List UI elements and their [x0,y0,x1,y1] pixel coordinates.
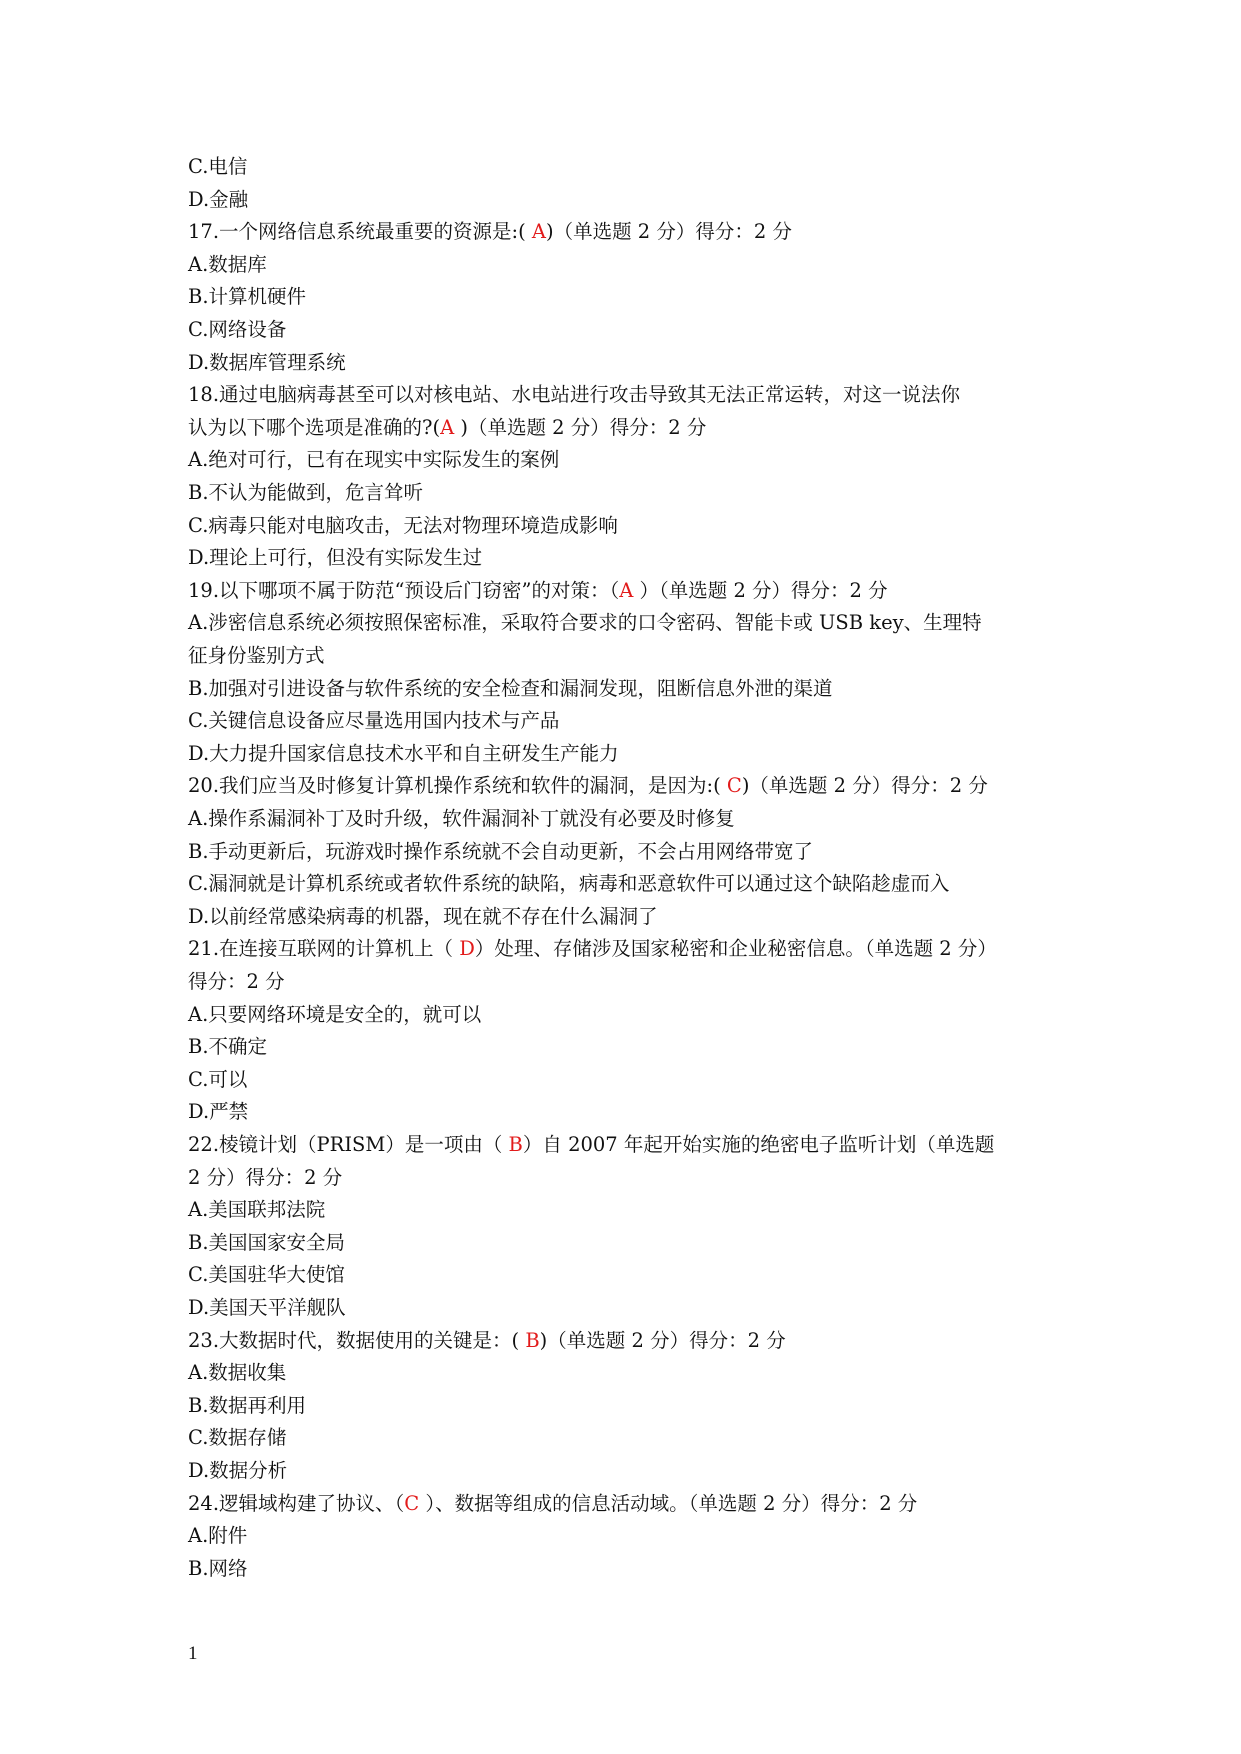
line-text: C.网络设备 [188,318,287,341]
line-text: )（单选题 2 分）得分：2 分 [545,220,793,244]
line-text: B.不确定 [188,1035,268,1059]
line-text: B.美国国家安全局 [188,1230,346,1254]
line-text: 24.逻辑域构建了协议、（ [188,1491,405,1515]
answer-letter: D [459,937,475,961]
text-line [188,1128,994,1161]
text-line [188,1095,248,1128]
text-line [188,313,286,346]
text-line [188,541,482,574]
line-text: C.关键信息设备应尽量选用国内技术与产品 [188,709,560,733]
text-line [188,1193,325,1226]
text-line [188,932,997,965]
line-text: D.大力提升国家信息技术水平和自主研发生产能力 [188,741,619,765]
line-text: B.加强对引进设备与软件系统的安全检查和漏洞发现，阻断信息外泄的渠道 [188,676,833,700]
text-line [188,1258,345,1291]
line-text: B.手动更新后，玩游戏时操作系统就不会自动更新，不会占用网络带宽了 [188,839,814,863]
line-text: 征身份鉴别方式 [188,644,325,667]
page-number: 1 [188,1643,198,1664]
text-line [188,1291,346,1324]
text-line [188,215,792,248]
text-line [188,1356,286,1389]
line-text: ）处理、存储涉及国家秘密和企业秘密信息。（单选题 2 分） [474,937,997,961]
line-text: B.数据再利用 [188,1393,307,1417]
text-line [188,280,306,313]
text-line [188,835,813,868]
line-text: 22.棱镜计划（PRISM）是一项由（ [188,1133,509,1156]
text-line [188,639,325,672]
text-line [188,443,559,476]
text-line [188,411,706,444]
line-text: A.只要网络环境是安全的，就可以 [188,1002,482,1026]
line-text: 18.通过电脑病毒甚至可以对核电站、水电站进行攻击导致其无法正常运转，对这一说法你 [188,383,961,407]
text-line [188,1454,287,1487]
line-text: D.数据库管理系统 [188,350,346,374]
line-text: D.理论上可行，但没有实际发生过 [188,546,483,570]
text-line [188,1389,306,1422]
line-text: D.严禁 [188,1100,249,1124]
text-line [188,1421,286,1454]
line-text: ）（单选题 2 分）得分：2 分 [633,578,888,602]
text-line [188,248,267,281]
line-text: 认为以下哪个选项是准确的?( [188,415,441,439]
line-text: B.计算机硬件 [188,285,307,309]
text-line [188,769,988,802]
text-line [188,378,960,411]
line-text: D.以前经常感染病毒的机器，现在就不存在什么漏洞了 [188,904,658,928]
line-text: A.数据收集 [188,1361,287,1385]
answer-letter: A [619,578,634,602]
text-line [188,150,247,183]
line-text: 20.我们应当及时修复计算机操作系统和软件的漏洞，是因为:( [188,774,727,798]
line-text: 19.以下哪项不属于防范“预设后门窃密”的对策：（ [188,578,620,602]
text-line [188,509,618,542]
line-text: D.金融 [188,187,249,211]
line-text: 17.一个网络信息系统最重要的资源是:( [188,220,532,244]
line-text: C.美国驻华大使馆 [188,1263,345,1287]
text-line [188,737,619,770]
line-text: A.数据库 [188,252,267,276]
text-line [188,476,423,509]
text-line [188,1324,786,1357]
line-text: 21.在连接互联网的计算机上（ [188,937,460,961]
text-line [188,1552,248,1585]
line-text: B.不认为能做到，危言耸听 [188,481,424,504]
line-text: A.美国联邦法院 [188,1198,326,1222]
line-text: C.可以 [188,1067,248,1091]
text-line [188,606,982,639]
line-text: )（单选题 2 分）得分：2 分 [539,1328,786,1352]
text-line [188,1161,342,1194]
answer-letter: A [440,415,455,439]
line-text: 2 分）得分：2 分 [188,1165,343,1189]
text-line [188,346,346,379]
answer-letter: B [525,1328,540,1352]
text-line [188,1063,247,1096]
line-text: C.漏洞就是计算机系统或者软件系统的缺陷，病毒和恶意软件可以通过这个缺陷趁虚而入 [188,872,950,896]
line-text: A.附件 [188,1524,248,1548]
line-text: D.美国天平洋舰队 [188,1296,346,1319]
text-line [188,1226,345,1259]
line-text: B.网络 [188,1556,248,1580]
line-text: A.涉密信息系统必须按照保密标准，采取符合要求的口令密码、智能卡或 USB key、生理特 [188,611,982,635]
line-text: D.数据分析 [188,1459,288,1482]
text-line [188,1030,267,1063]
line-text: C.电信 [188,155,248,178]
line-text: A.绝对可行，已有在现实中实际发生的案例 [188,448,560,472]
line-text: 23.大数据时代，数据使用的关键是：( [188,1328,526,1352]
text-line [188,998,481,1031]
line-text: )（单选题 2 分）得分：2 分 [741,774,988,798]
text-line [188,672,833,705]
line-text: )（单选题 2 分）得分：2 分 [454,415,707,439]
text-line [188,802,735,835]
text-line [188,183,248,216]
text-line [188,900,658,933]
line-text: 得分：2 分 [188,970,285,993]
line-text: ）、数据等组成的信息活动域。（单选题 2 分）得分：2 分 [419,1491,918,1515]
text-line [188,574,888,607]
answer-letter: B [508,1133,523,1156]
line-text: A.操作系漏洞补丁及时升级，软件漏洞补丁就没有必要及时修复 [188,807,735,830]
text-line [188,1487,917,1520]
answer-letter: C [726,774,742,798]
text-line [188,867,949,900]
text-line [188,704,559,737]
text-line [188,965,285,998]
answer-letter: C [404,1491,420,1515]
line-text: C.数据存储 [188,1426,287,1450]
line-text: ）自 2007 年起开始实施的绝密电子监听计划（单选题 [522,1133,995,1156]
line-text: C.病毒只能对电脑攻击，无法对物理环境造成影响 [188,513,618,537]
answer-letter: A [531,220,546,244]
text-line [188,1519,247,1552]
